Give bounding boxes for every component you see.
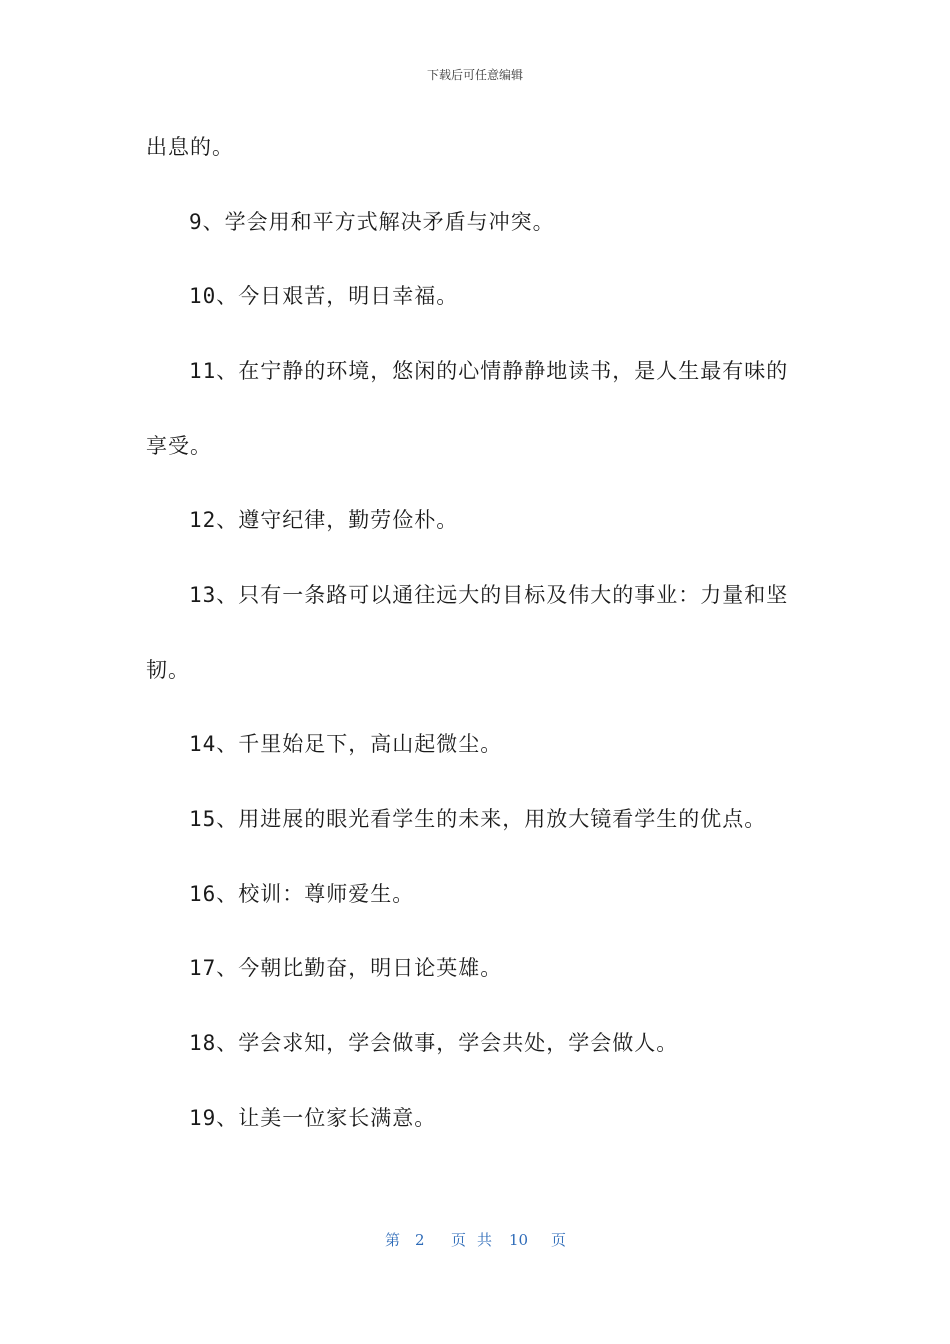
text-line: 13、只有一条路可以通往远大的目标及伟大的事业：力量和坚 xyxy=(189,583,789,607)
page-prefix: 第 xyxy=(385,1231,401,1249)
text-line: 12、遵守纪律，勤劳俭朴。 xyxy=(189,508,459,532)
page-header-note: 下载后可任意编辑 xyxy=(426,68,523,82)
text-line: 享受。 xyxy=(146,434,212,458)
text-line: 17、今朝比勤奋，明日论英雄。 xyxy=(189,956,503,980)
text-line: 11、在宁静的环境，悠闲的心情静静地读书，是人生最有味的 xyxy=(189,359,789,383)
text-line: 15、用进展的眼光看学生的未来，用放大镜看学生的优点。 xyxy=(189,807,767,831)
page-footer xyxy=(0,1229,950,1251)
text-line: 18、学会求知，学会做事，学会共处，学会做人。 xyxy=(189,1031,679,1055)
total-pages: 10 xyxy=(509,1231,529,1249)
total-prefix: 共 xyxy=(477,1231,493,1249)
text-line: 19、让美一位家长满意。 xyxy=(189,1106,437,1130)
text-line: 14、千里始足下，高山起微尘。 xyxy=(189,732,503,756)
text-line: 10、今日艰苦，明日幸福。 xyxy=(189,284,459,308)
text-line: 9、学会用和平方式解决矛盾与冲突。 xyxy=(189,210,555,234)
total-suffix: 页 xyxy=(551,1231,567,1249)
text-line: 韧。 xyxy=(146,658,190,682)
text-line: 出息的。 xyxy=(146,135,234,159)
page-suffix: 页 xyxy=(451,1231,467,1249)
current-page: 2 xyxy=(415,1231,425,1249)
text-line: 16、校训：尊师爱生。 xyxy=(189,882,415,906)
